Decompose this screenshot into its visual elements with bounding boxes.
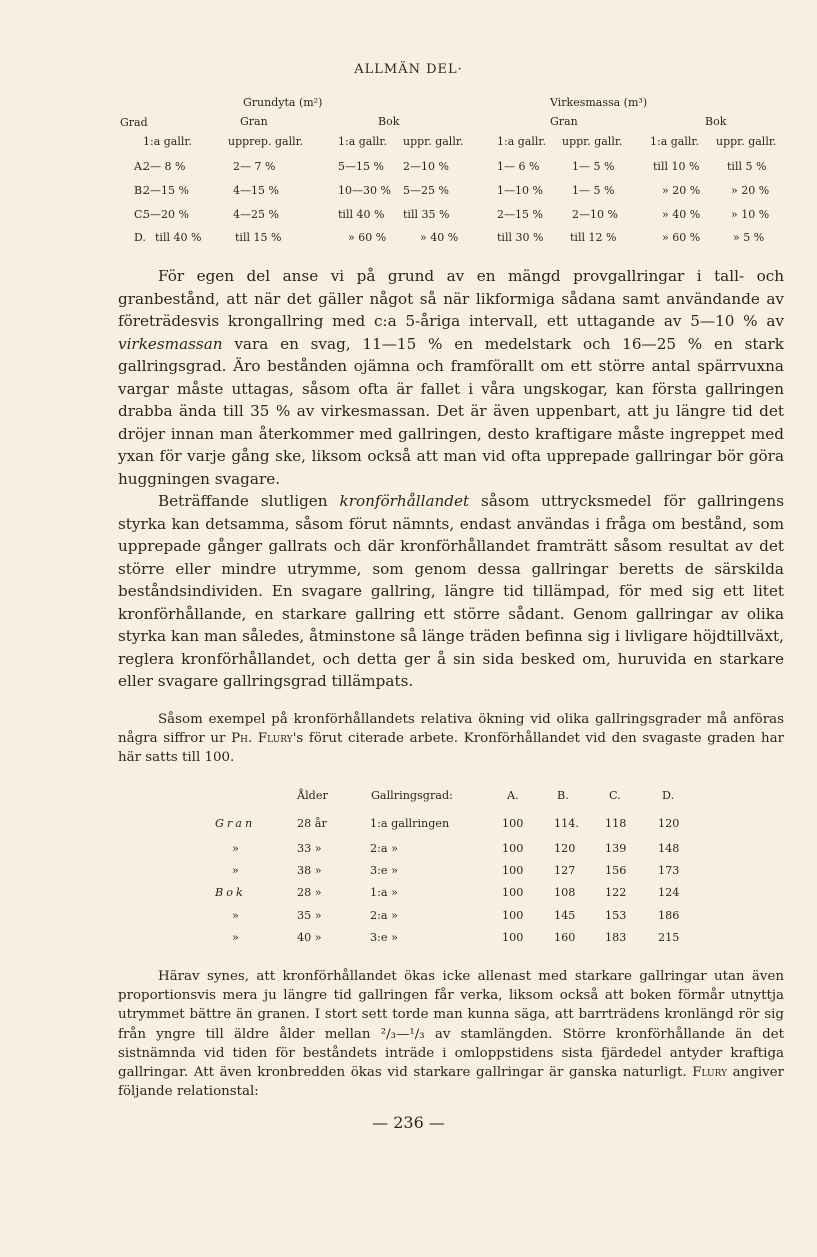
text-run: För egen del anse vi på grund av en mängd provgallringar i tall- och granbestånd, att när det gäller något så när likformiga sådana samt användande av företrädesvis krongallring med c:a 5-åriga intervall, ett uttagande av 5—10 % av	[118, 267, 784, 330]
cell: 2— 8 %	[143, 160, 186, 173]
row-grad: C.	[134, 208, 146, 221]
emphasis: virkesmassan	[118, 334, 223, 353]
cell: » 60 %	[348, 231, 387, 244]
text-run: Såsom exempel på kronförhållandets relativa ökning vid olika gallringsgrader må anföras några siffror ur	[118, 712, 784, 747]
cell: 2—15 %	[497, 208, 543, 221]
cell: » 20 %	[662, 184, 701, 197]
header-alder: Ålder	[297, 789, 328, 802]
header-b: B.	[557, 789, 569, 802]
cell: till 5 %	[727, 160, 767, 173]
species: Bok	[215, 886, 246, 899]
grundyta-group-title: Grundyta (m²)	[243, 96, 323, 109]
header-c: C.	[609, 789, 621, 802]
header-d: D.	[662, 789, 675, 802]
value-a: 100	[502, 842, 524, 855]
species: »	[232, 909, 239, 922]
row-grad: A.	[134, 160, 146, 173]
value-c: 139	[605, 842, 627, 855]
gran-label: Gran	[240, 115, 268, 128]
gran-label: Gran	[550, 115, 578, 128]
grad: 2:a »	[370, 909, 398, 922]
author-name: Flury	[692, 1065, 728, 1081]
paragraph-kronforhallandet	[118, 490, 784, 693]
grad-column-label: Grad	[120, 116, 148, 129]
subhead: 1:a gallr.	[143, 135, 192, 148]
cell: till 30 %	[497, 231, 544, 244]
species: »	[232, 864, 239, 877]
grad: 1:a »	[370, 886, 398, 899]
header-gallringsgrad: Gallringsgrad:	[371, 789, 453, 802]
cell: » 40 %	[420, 231, 459, 244]
value-b: 160	[554, 931, 576, 944]
cell: 4—15 %	[233, 184, 279, 197]
cell: » 10 %	[731, 208, 770, 221]
value-c: 153	[605, 909, 627, 922]
cell: 10—30 %	[338, 184, 391, 197]
cell: 5—25 %	[403, 184, 449, 197]
paragraph-harav-synes	[118, 967, 784, 1101]
age: 40 »	[297, 931, 322, 944]
value-a: 100	[502, 864, 524, 877]
value-d: 124	[658, 886, 680, 899]
cell: till 15 %	[235, 231, 282, 244]
row-grad: B.	[134, 184, 146, 197]
paragraph-gallringsgrad	[118, 265, 784, 490]
value-a: 100	[502, 909, 524, 922]
text-run: såsom uttrycksmedel för gallringens styrka kan detsamma, såsom förut nämnts, endast användas i fråga om bestånd, som upprepade gånger gallrats och där kronförhållandet framträtt såsom resultat av det större eller mindre utrymme, som genom dessa gallringar beretts de särskilda beståndsindividen. En svagare gallring, längre tid tillämpad, för med sig ett litet kronförhållande, en starkare gallring ett större sådant. Genom gallringar av olika styrka kan man således, åtminstone så länge träden befinna sig i livligare höjdtillväxt, reglera kronförhållandet, och detta ger å sin sida besked om, huruvida en starkare eller svagare gallringsgrad tillämpats.	[118, 492, 784, 690]
cell: 1— 5 %	[572, 160, 615, 173]
grad: 2:a »	[370, 842, 398, 855]
text-run: vara en svag, 11—15 % en medelstark och 16—25 % en stark gallringsgrad. Äro bestånden ojämna och framförallt om ett större antal spärrvuxna vargar måste uttagas, såsom ofta är fallet i våra ungskogar, kan första gallringen drabba ända till 35 % av virkesmassan. Det är även uppenbart, att ju längre tid det dröjer innan man återkommer med gallringen, desto kraftigare måste ingreppet med yxan för varje gång ske, liksom också att man vid ofta upprepade gallringar bör göra huggningen svagare.	[118, 334, 784, 488]
value-b: 108	[554, 886, 576, 899]
subhead: upprep. gallr.	[228, 135, 304, 148]
value-b: 114.	[554, 817, 579, 830]
cell: till 40 %	[338, 208, 385, 221]
subhead: uppr. gallr.	[403, 135, 464, 148]
cell: 4—25 %	[233, 208, 279, 221]
bok-label: Bok	[378, 115, 400, 128]
value-c: 183	[605, 931, 627, 944]
text-run: angiver följande relationstal:	[118, 1065, 784, 1100]
value-d: 173	[658, 864, 680, 877]
value-b: 145	[554, 909, 576, 922]
species: »	[232, 842, 239, 855]
emphasis: kronförhållandet	[339, 492, 470, 510]
subhead: uppr. gallr.	[716, 135, 777, 148]
cell: 2— 7 %	[233, 160, 276, 173]
value-b: 127	[554, 864, 576, 877]
grad: 3:e »	[370, 864, 398, 877]
age: 35 »	[297, 909, 322, 922]
page-number: — 236 —	[372, 1113, 445, 1132]
age: 33 »	[297, 842, 322, 855]
value-d: 120	[658, 817, 680, 830]
cell: 5—20 %	[143, 208, 189, 221]
value-a: 100	[502, 817, 524, 830]
author-name: Ph. Flury	[231, 731, 293, 747]
species: »	[232, 931, 239, 944]
cell: 2—10 %	[403, 160, 449, 173]
value-a: 100	[502, 931, 524, 944]
value-a: 100	[502, 886, 524, 899]
cell: 1— 5 %	[572, 184, 615, 197]
grad: 1:a gallringen	[370, 817, 450, 830]
subhead: uppr. gallr.	[562, 135, 623, 148]
cell: » 40 %	[662, 208, 701, 221]
value-b: 120	[554, 842, 576, 855]
cell: 1— 6 %	[497, 160, 540, 173]
bok-label: Bok	[705, 115, 727, 128]
row-grad: D.	[134, 231, 146, 244]
subhead: 1:a gallr.	[338, 135, 387, 148]
cell: 2—10 %	[572, 208, 618, 221]
cell: » 60 %	[662, 231, 701, 244]
value-c: 156	[605, 864, 627, 877]
age: 28 »	[297, 886, 322, 899]
subhead: 1:a gallr.	[497, 135, 546, 148]
cell: » 5 %	[733, 231, 765, 244]
cell: 5—15 %	[338, 160, 384, 173]
cell: till 35 %	[403, 208, 450, 221]
virkesmassa-group-title: Virkesmassa (m³)	[550, 96, 648, 109]
header-a: A.	[507, 789, 519, 802]
subhead: 1:a gallr.	[650, 135, 699, 148]
age: 28 år	[297, 817, 327, 830]
running-header: ALLMÄN DEL·	[354, 62, 463, 77]
grad: 3:e »	[370, 931, 398, 944]
cell: » 20 %	[731, 184, 770, 197]
text-run: Härav synes, att kronförhållandet ökas icke allenast med starkare gallringar utan även proportionsvis mera ju längre tid gallringen får verka, liksom också att boken förmår utnyttja utrymmet bättre än granen. I stort sett torde man kunna säga, att barrträdens kronlängd rör sig från yngre till äldre ålder mellan ²/₃—¹/₃ av stamlängden. Större kronförhållande än det sistnämnda vid tiden för beståndets inträde i omloppstidens sista fjärdedel antyder kraftiga gallringar. Att även kronbredden ökas vid starkare gallringar är ganska naturligt.	[118, 969, 784, 1081]
text-run: Beträffande slutligen	[158, 492, 340, 510]
paragraph-exempel	[118, 710, 784, 768]
text-run: 's förut citerade arbete. Kronförhållandet vid den svagaste graden har här satts till 100.	[118, 731, 784, 766]
age: 38 »	[297, 864, 322, 877]
cell: till 12 %	[570, 231, 617, 244]
cell: 2—15 %	[143, 184, 189, 197]
cell: 1—10 %	[497, 184, 543, 197]
cell: till 40 %	[155, 231, 202, 244]
cell: till 10 %	[653, 160, 700, 173]
value-c: 122	[605, 886, 627, 899]
species: Gran	[215, 817, 256, 830]
value-d: 215	[658, 931, 680, 944]
value-c: 118	[605, 817, 627, 830]
value-d: 148	[658, 842, 680, 855]
value-d: 186	[658, 909, 680, 922]
